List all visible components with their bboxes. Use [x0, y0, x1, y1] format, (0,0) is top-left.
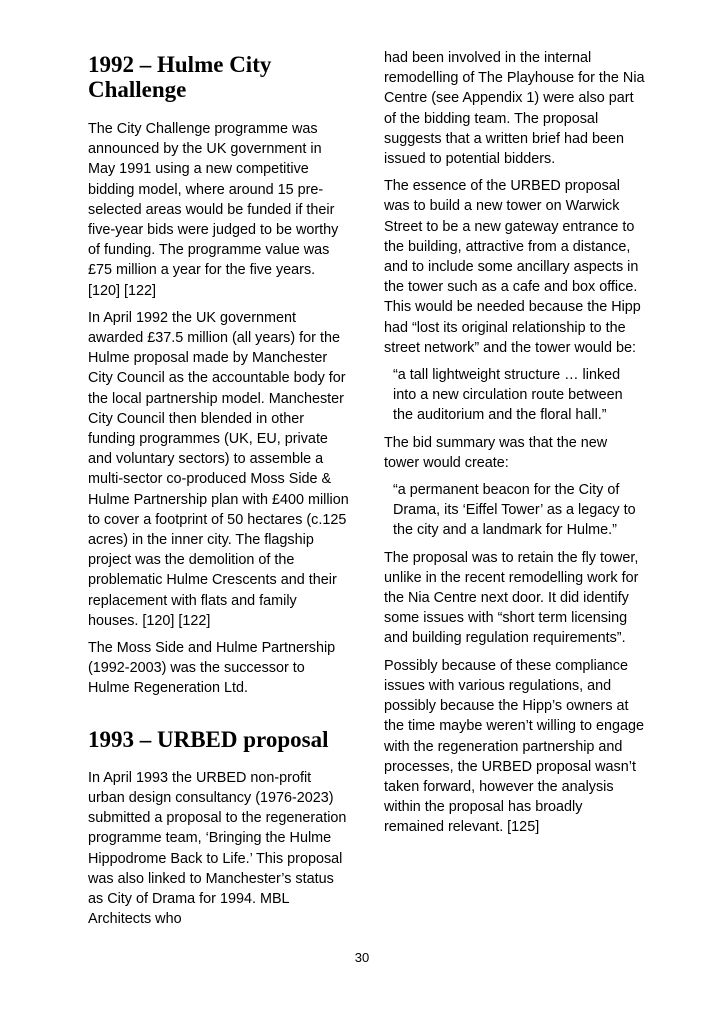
paragraph-bidding-team: had been involved in the internal remodelling of The Playhouse for the Nia Centre (see Appendix 1) were also part of the bidding team. The proposal suggests that a written brief had been issued to potential bidders.	[384, 50, 645, 168]
page-number: 30	[354, 950, 370, 965]
left-column	[88, 52, 350, 936]
quote-tower-structure: “a tall lightweight structure … linked into a new circulation route between the auditorium and the floral hall.”	[393, 367, 623, 424]
quote-permanent-beacon: “a permanent beacon for the City of Drama, its ‘Eiffel Tower’ as a legacy to the city and a landmark for Hulme.”	[393, 482, 636, 539]
paragraph-fly-tower: The proposal was to retain the fly tower, unlike in the recent remodelling work for the Nia Centre next door. It did identify some issues with “short term licensing and building regulation requirements”.	[384, 549, 639, 647]
section-heading-1993: 1993 – URBED proposal	[88, 726, 329, 752]
paragraph-city-challenge: The City Challenge programme was announced by the UK government in May 1991 using a new competitive bidding model, where around 15 pre-selected areas would be funded if their five-year bids were judged to be worthy of funding. The programme value was £75 million a year for the five years. [120] [122]	[88, 121, 339, 299]
paragraph-compliance: Possibly because of these compliance issues with various regulations, and possibly because the Hipp’s owners at the time maybe weren’t willing to engage with the regeneration partnership and processes, the URBED proposal wasn’t taken forward, however the analysis within the proposal has broadly remained relevant. [125]	[384, 657, 644, 836]
paragraph-urbed-essence: The essence of the URBED proposal was to build a new tower on Warwick Street to be a new gateway entrance to the building, attractive from a distance, and to include some ancillary aspects in the tower such as a cafe and box office. This would be needed because the Hipp had “lost its original relationship to the street network” and the tower would be:	[384, 178, 641, 356]
paragraph-april-1992: In April 1992 the UK government awarded £37.5 million (all years) for the Hulme proposal made by Manchester City Council as the accountable body for the local partnership model. Manchester City Council then blended in other funding programmes (UK, EU, private and voluntary sectors) to assemble a multi-sector co-produced Moss Side & Hulme Partnership plan with £400 million to cover a footprint of 50 hectares (c.125 acres) in the inner city. The flagship project was the demolition of the problematic Hulme Crescents and their replacement with flats and family houses. [120] [122]	[88, 309, 349, 629]
paragraph-urbed-intro: In April 1993 the URBED non-profit urban design consultancy (1976-2023) submitted a proposal to the regeneration programme team, ‘Bringing the Hulme Hippodrome Back to Life.’ This proposal was also linked to Manchester’s status as City of Drama for 1994. MBL Architects who	[88, 769, 347, 928]
right-column	[384, 48, 646, 845]
paragraph-bid-summary: The bid summary was that the new tower would create:	[384, 434, 608, 471]
paragraph-partnership: The Moss Side and Hulme Partnership (1992-2003) was the successor to Hulme Regeneration Ltd.	[88, 640, 336, 697]
section-heading-1992: 1992 – Hulme City Challenge	[88, 52, 272, 102]
